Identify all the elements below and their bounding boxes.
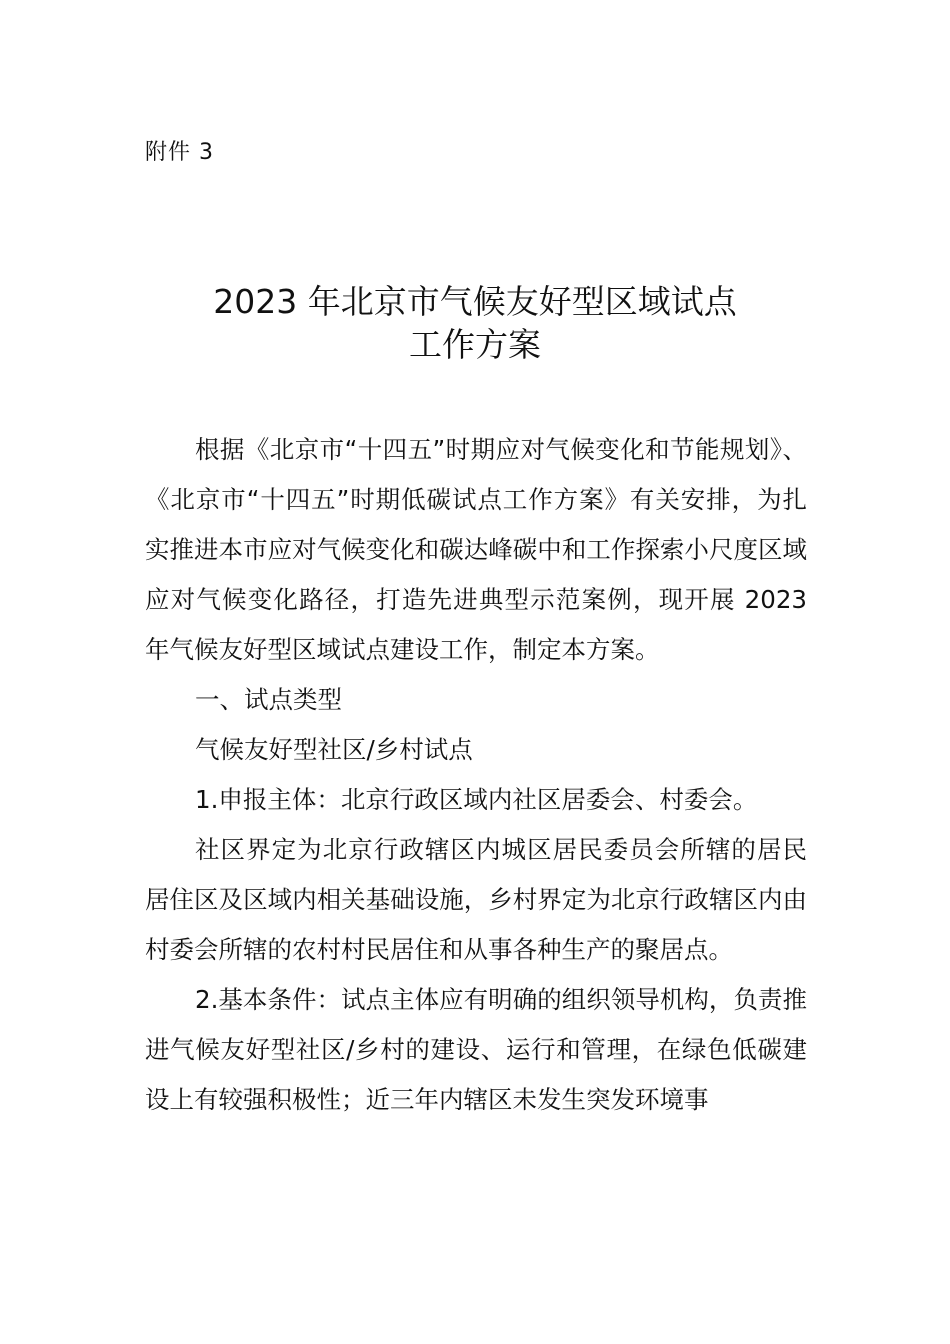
document-title (0, 280, 950, 366)
subsection-heading-community-village: 气候友好型社区/乡村试点 (195, 735, 473, 764)
attachment-label: 附件 3 (145, 140, 214, 165)
section-heading-pilot-types: 一、试点类型 (195, 685, 342, 714)
paragraph-definition: 社区界定为北京行政辖区内城区居民委员会所辖的居民居住区及区域内相关基础设施，乡村界定为北京行政辖区内由村委会所辖的农村村民居住和从事各种生产的聚居点。 (145, 835, 807, 964)
document-body (145, 425, 807, 1125)
paragraph-basic-conditions: 2.基本条件：试点主体应有明确的组织领导机构，负责推进气候友好型社区/乡村的建设、运行和管理，在绿色低碳建设上有较强积极性；近三年内辖区未发生突发环境事 (145, 985, 807, 1114)
intro-paragraph: 根据《北京市“十四五”时期应对气候变化和节能规划》、《北京市“十四五”时期低碳试点工作方案》有关安排，为扎实推进本市应对气候变化和碳达峰碳中和工作探索小尺度区域应对气候变化路径，打造先进典型示范案例，现开展 2023 年气候友好型区域试点建设工作，制定本方案。 (145, 435, 807, 664)
title-line-2: 工作方案 (409, 325, 541, 364)
paragraph-applicant: 1.申报主体：北京行政区域内社区居委会、村委会。 (195, 785, 758, 814)
title-line-1: 2023 年北京市气候友好型区域试点 (213, 282, 737, 321)
